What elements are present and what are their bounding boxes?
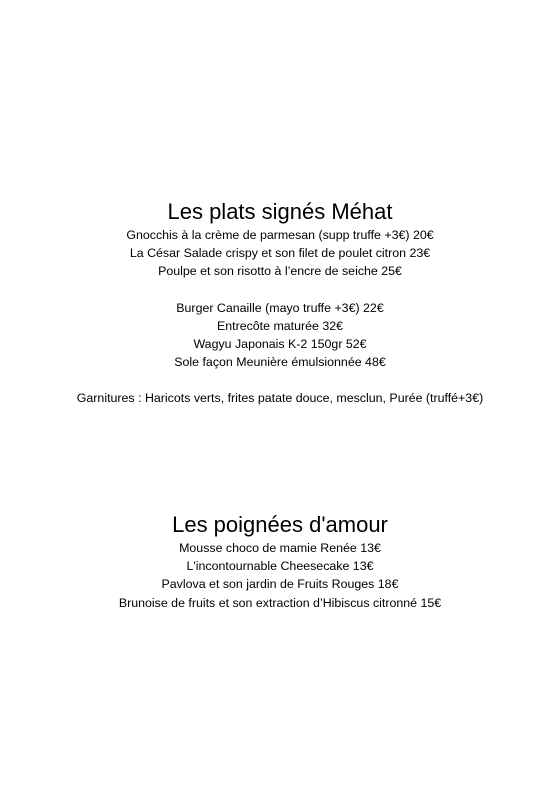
menu-item: Brunoise de fruits et son extraction d’Hibiscus citronné 15€ <box>118 595 442 610</box>
spacer <box>0 281 560 299</box>
menu-item: Mousse choco de mamie Renée 13€ <box>179 541 381 555</box>
section-title-plats: Les plats signés Méhat <box>167 199 393 224</box>
menu-item: Gnocchis à la crème de parmesan (supp truffe +3€) 20€ <box>126 228 434 242</box>
menu-item: L'incontournable Cheesecake 13€ <box>186 559 374 574</box>
menu-group-starters <box>0 226 560 281</box>
section-title-amour: Les poignées d'amour <box>172 512 388 537</box>
menu-item: Poulpe et son risotto à l’encre de seiche 25€ <box>158 264 402 279</box>
menu-item: Pavlova et son jardin de Fruits Rouges 18€ <box>161 577 399 592</box>
garnitures-line: Garnitures : Haricots verts, frites patate douce, mesclun, Purée (truffé+3€) <box>76 391 484 406</box>
menu-item: La César Salade crispy et son filet de poulet citron 23€ <box>129 246 431 261</box>
menu-item: Sole façon Meunière émulsionnée 48€ <box>174 355 386 370</box>
menu-item: Wagyu Japonais K-2 150gr 52€ <box>193 337 367 352</box>
spacer <box>0 371 560 389</box>
section-poignees-amour <box>0 511 560 612</box>
menu-item: Entrecôte maturée 32€ <box>216 318 344 333</box>
section-plats-signes <box>0 198 560 408</box>
menu-group-mains <box>0 299 560 372</box>
menu-item: Burger Canaille (mayo truffe +3€) 22€ <box>176 300 384 315</box>
menu-group-desserts <box>0 539 560 612</box>
